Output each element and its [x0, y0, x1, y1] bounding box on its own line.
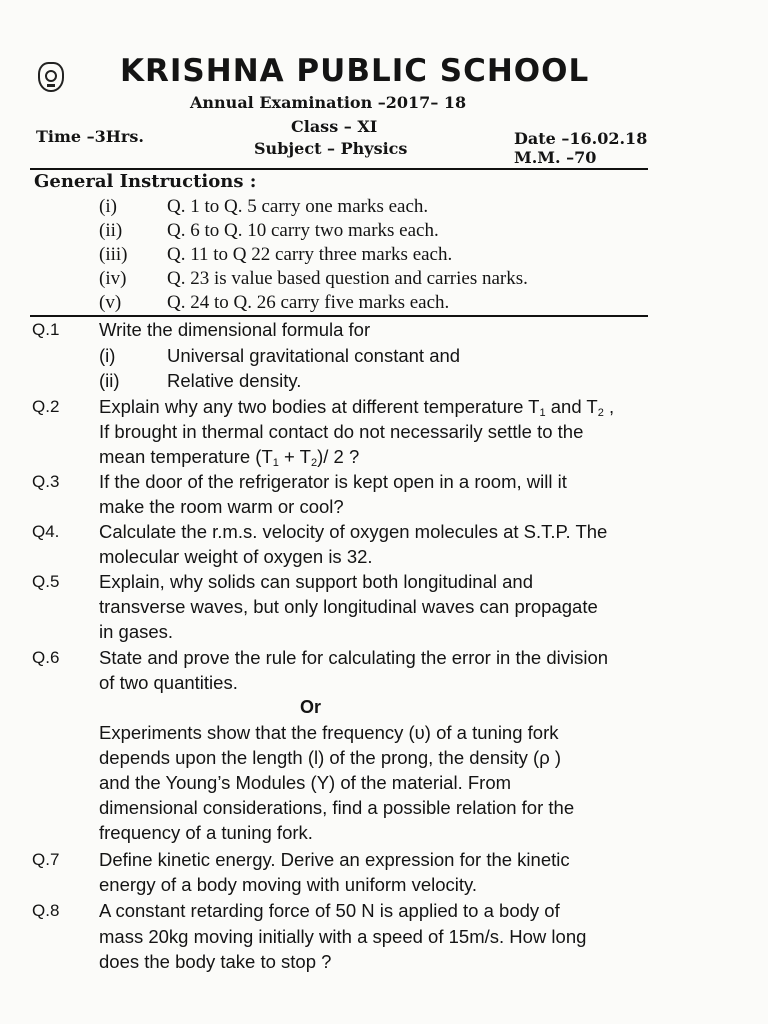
instructions-divider	[30, 315, 648, 317]
question-number: Q.1	[32, 320, 60, 339]
question-text: State and prove the rule for calculating the error in the division	[99, 647, 609, 668]
question-text: Write the dimensional formula for	[99, 319, 371, 340]
subpart-number: (ii)	[99, 370, 120, 391]
subpart-text: Relative density.	[167, 370, 302, 391]
instruction-text: Q. 23 is value based question and carries narks.	[167, 268, 528, 289]
max-marks-label: M.M. –70	[514, 148, 597, 167]
question-text: mean temperature $(T_1 + T_2)/$ 2 ?	[99, 446, 360, 469]
question-number: Q.5	[32, 572, 60, 591]
question-text: Experiments show that the frequency (υ) of a tuning fork	[99, 722, 559, 743]
question-number: Q.8	[32, 901, 60, 920]
subpart-number: (i)	[99, 345, 116, 366]
instruction-text: Q. 24 to Q. 26 carry five marks each.	[167, 292, 450, 313]
exam-title: Annual Examination –2017– 18	[190, 93, 467, 112]
instruction-number: (v)	[99, 292, 122, 313]
question-text: Define kinetic energy. Derive an expression for the kinetic	[99, 849, 570, 870]
time-label: Time –3Hrs.	[36, 127, 144, 146]
question-number: Q.3	[32, 472, 60, 491]
school-name: KRISHNA PUBLIC SCHOOL	[120, 53, 590, 89]
instruction-text: Q. 1 to Q. 5 carry one marks each.	[167, 196, 429, 217]
question-text: does the body take to stop ?	[99, 951, 332, 972]
school-crest-icon	[38, 62, 64, 92]
subpart-text: Universal gravitational constant and	[167, 345, 461, 366]
question-text: dimensional considerations, find a possible relation for the	[99, 797, 575, 818]
instruction-text: Q. 6 to Q. 10 carry two marks each.	[167, 220, 439, 241]
instruction-number: (iv)	[99, 268, 127, 289]
question-number: Q.7	[32, 850, 60, 869]
question-text: in gases.	[99, 621, 174, 642]
question-text: Explain why any two bodies at different temperature $T_1$ and $T_2$ ,	[99, 396, 615, 419]
instructions-title: General Instructions :	[34, 171, 257, 192]
date-label: Date –16.02.18	[514, 129, 648, 148]
question-text: Calculate the r.m.s. velocity of oxygen molecules at S.T.P. The	[99, 521, 608, 542]
instruction-number: (iii)	[99, 244, 128, 265]
question-text: mass 20kg moving initially with a speed of 15m/s. How long	[99, 926, 587, 947]
question-text: depends upon the length (l) of the prong, the density (ρ )	[99, 747, 562, 768]
question-text: transverse waves, but only longitudinal waves can propagate	[99, 596, 598, 617]
class-label: Class – XI	[291, 117, 378, 136]
subscript: 2	[310, 457, 318, 469]
or-label: Or	[300, 697, 322, 717]
question-text: energy of a body moving with uniform velocity.	[99, 874, 478, 895]
question-text: molecular weight of oxygen is 32.	[99, 546, 373, 567]
subject-label: Subject – Physics	[254, 139, 408, 158]
question-text: If brought in thermal contact do not necessarily settle to the	[99, 421, 584, 442]
instruction-number: (ii)	[99, 220, 123, 241]
question-text: frequency of a tuning fork.	[99, 822, 313, 843]
question-text: Explain, why solids can support both longitudinal and	[99, 571, 534, 592]
question-text: make the room warm or cool?	[99, 496, 344, 517]
question-text: If the door of the refrigerator is kept open in a room, will it	[99, 471, 567, 492]
instruction-number: (i)	[99, 196, 117, 217]
question-number: Q.2	[32, 397, 60, 416]
question-number: Q4.	[32, 522, 60, 541]
question-text: and the Young’s Modules (Y) of the material. From	[99, 772, 512, 793]
instruction-text: Q. 11 to Q 22 carry three marks each.	[167, 244, 453, 265]
header-divider	[30, 168, 648, 170]
subscript: 1	[272, 457, 279, 469]
question-text: of two quantities.	[99, 672, 238, 693]
subscript: 1	[539, 407, 546, 419]
subscript: 2	[597, 407, 604, 419]
question-number: Q.6	[32, 648, 60, 667]
question-text: A constant retarding force of 50 N is applied to a body of	[99, 900, 560, 921]
